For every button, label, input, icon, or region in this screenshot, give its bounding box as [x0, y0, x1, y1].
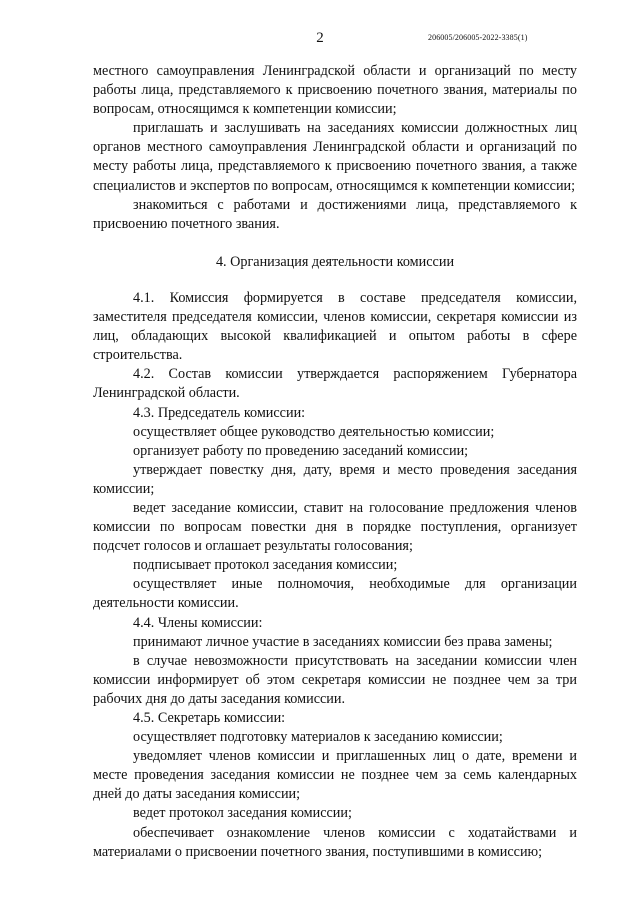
paragraph: ведет заседание комиссии, ставит на голосование предложения членов комиссии по вопросам повестки дня в порядке поступления, организует подсчет голосов и оглашает результаты голосования;: [93, 499, 577, 555]
paragraph: в случае невозможности присутствовать на заседании комиссии член комиссии информирует об этом секретаря комиссии не позднее чем за три рабочих дня до даты заседания комиссии.: [93, 652, 577, 707]
paragraph: знакомиться с работами и достижениями лица, представляемого к присвоению почетного звания.: [93, 196, 577, 232]
paragraph: 4.2. Состав комиссии утверждается распоряжением Губернатора Ленинградской области.: [93, 366, 577, 402]
paragraph: 4.1. Комиссия формируется в составе председателя комиссии, заместителя председателя комиссии, членов комиссии, секретаря комиссии из лиц, обладающих высокой квалификацией и опытом работы в сфере строительства.: [93, 289, 577, 364]
document-body: [93, 62, 577, 862]
paragraph: подписывает протокол заседания комиссии;: [133, 557, 398, 574]
paragraph: 4.4. Члены комиссии:: [133, 614, 263, 631]
paragraph: уведомляет членов комиссии и приглашенных лиц о дате, времени и месте проведения заседания комиссии не позднее чем за семь календарных дней до даты заседания комиссии;: [93, 748, 577, 803]
paragraph: 4.5. Секретарь комиссии:: [133, 710, 286, 726]
paragraph: ведет протокол заседания комиссии;: [133, 805, 352, 822]
paragraph: утверждает повестку дня, дату, время и место проведения заседания комиссии;: [93, 461, 577, 497]
paragraph: осуществляет общее руководство деятельностью комиссии;: [133, 423, 495, 440]
paragraph: осуществляет подготовку материалов к заседанию комиссии;: [133, 729, 503, 746]
paragraph: принимают личное участие в заседаниях комиссии без права замены;: [133, 633, 553, 650]
paragraph: местного самоуправления Ленинградской области и организаций по месту работы лица, представляемого к присвоению почетного звания, материалы по вопросам, относящимся к компетенции комиссии;: [93, 63, 577, 118]
section-heading: 4. Организация деятельности комиссии: [215, 253, 455, 270]
page-number: 2: [316, 30, 324, 46]
paragraph: обеспечивает ознакомление членов комиссии с ходатайствами и материалами о присвоении почетного звания, поступившими в комиссию;: [93, 824, 577, 860]
document-code: 206005/206005-2022-3385(1): [428, 33, 528, 42]
paragraph: осуществляет иные полномочия, необходимые для организации деятельности комиссии.: [93, 576, 577, 612]
paragraph: приглашать и заслушивать на заседаниях комиссии должностных лиц органов местного самоуправления Ленинградской области и организаций по месту работы лица, представляемого к присвоению почетного звания, а также специалистов и экспертов по вопросам, относящимся к компетенции комиссии;: [93, 120, 577, 194]
paragraph: 4.3. Председатель комиссии:: [133, 404, 306, 421]
paragraph: организует работу по проведению заседаний комиссии;: [133, 442, 469, 459]
